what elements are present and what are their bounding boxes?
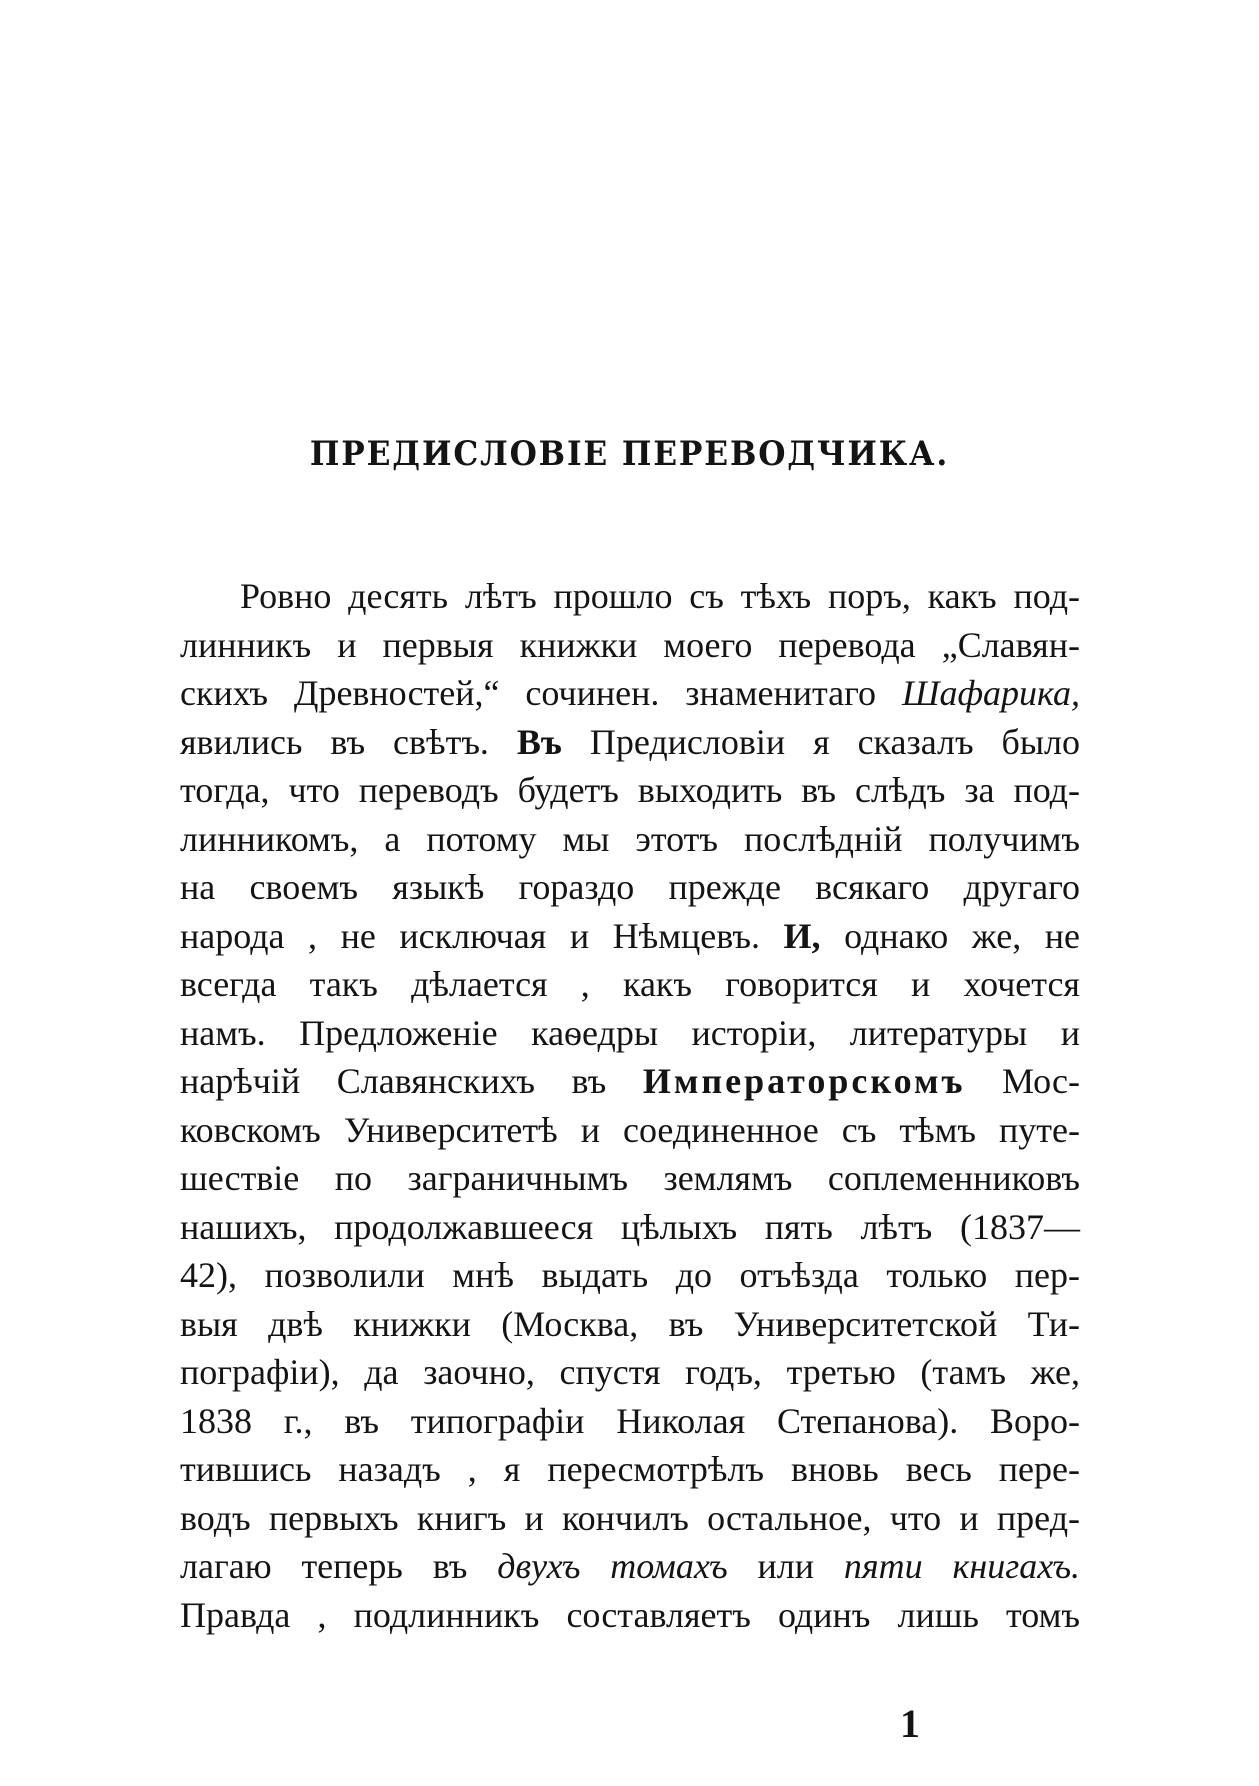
text-line <box>180 1348 1080 1397</box>
text-segment: шествіе по заграничнымъ землямъ соплеменниковъ <box>180 1158 1080 1198</box>
text-line <box>180 1494 1080 1543</box>
text-line <box>180 1009 1080 1058</box>
text-line <box>180 572 1080 621</box>
text-line <box>180 1106 1080 1155</box>
text-segment: явились въ свѣтъ. <box>180 721 517 762</box>
text-segment: Ровно десять лѣтъ прошло съ тѣхъ поръ, какъ под- <box>240 576 1080 616</box>
text-segment: Шафарика, <box>901 673 1080 713</box>
text-segment: скихъ Древностей,“ сочинен. знаменитаго <box>180 673 902 713</box>
text-segment: двухъ томахъ <box>497 1546 728 1586</box>
text-segment: лагаю теперь въ <box>180 1546 498 1586</box>
text-segment: линникомъ, а потому мы этотъ послѣдній получимъ <box>180 818 1080 859</box>
text-line <box>180 766 1080 815</box>
text-segment: 1838 г., въ типографіи Николая Степанова). Воро- <box>180 1400 1080 1441</box>
text-line <box>180 1445 1080 1494</box>
text-segment: Императорскомъ <box>642 1061 966 1101</box>
text-segment: пяти книгахъ. <box>843 1546 1081 1586</box>
text-line <box>180 1591 1080 1640</box>
text-line <box>180 815 1080 864</box>
text-segment: И, <box>783 915 821 956</box>
text-segment: пографіи), да заочно, спустя годъ, третью (тамъ же, <box>180 1352 1080 1392</box>
text-line <box>180 1300 1080 1349</box>
text-segment: или <box>727 1546 844 1586</box>
text-line <box>180 1057 1080 1106</box>
preface-paragraph <box>180 572 1080 1639</box>
text-line <box>180 863 1080 912</box>
text-line <box>180 960 1080 1009</box>
page-number: 1 <box>900 1701 920 1746</box>
text-segment: Предисловіи я сказалъ было <box>561 721 1080 762</box>
text-segment: 42), позволили мнѣ выдать до отъѣзда только пер- <box>180 1255 1080 1295</box>
text-line <box>180 669 1080 718</box>
text-segment: Правда , подлинникъ составляетъ одинъ лишь томъ <box>180 1594 1080 1635</box>
text-segment: на своемъ языкѣ гораздо прежде всякаго другаго <box>180 867 1080 907</box>
text-segment: однако же, не <box>820 915 1080 956</box>
text-segment: намъ. Предложеніе каѳедры исторіи, литературы и <box>180 1012 1080 1053</box>
text-segment: Мос- <box>965 1061 1080 1101</box>
text-line <box>180 718 1080 767</box>
text-segment: выя двѣ книжки (Москва, въ Университетской Ти- <box>180 1303 1080 1344</box>
text-segment: линникъ и первыя книжки моего перевода „Славян- <box>180 624 1080 665</box>
text-line <box>180 621 1080 670</box>
text-line <box>180 912 1080 961</box>
text-line <box>180 1397 1080 1446</box>
text-segment: тившись назадъ , я пересмотрѣлъ вновь весь пере- <box>180 1449 1080 1489</box>
text-segment: Въ <box>516 721 562 762</box>
text-line <box>180 1542 1080 1591</box>
text-segment: нарѣчій Славянскихъ въ <box>180 1061 643 1101</box>
page-title: ПРЕДИСЛОВІЕ ПЕРЕВОДЧИКА. <box>309 434 950 474</box>
text-segment: тогда, что переводъ будетъ выходить въ слѣдъ за под- <box>180 770 1080 810</box>
text-segment: народа , не исключая и Нѣмцевъ. <box>180 915 784 956</box>
text-line <box>180 1203 1080 1252</box>
text-segment: нашихъ, продолжавшееся цѣлыхъ пять лѣтъ (1837— <box>180 1206 1080 1247</box>
text-line <box>180 1154 1080 1203</box>
text-segment: всегда такъ дѣлается , какъ говорится и хочется <box>180 964 1080 1004</box>
text-segment: ковскомъ Университетѣ и соединенное съ тѣмъ путе- <box>180 1109 1080 1150</box>
text-line <box>180 1251 1080 1300</box>
text-segment: водъ первыхъ книгъ и кончилъ остальное, что и пред- <box>180 1497 1080 1538</box>
